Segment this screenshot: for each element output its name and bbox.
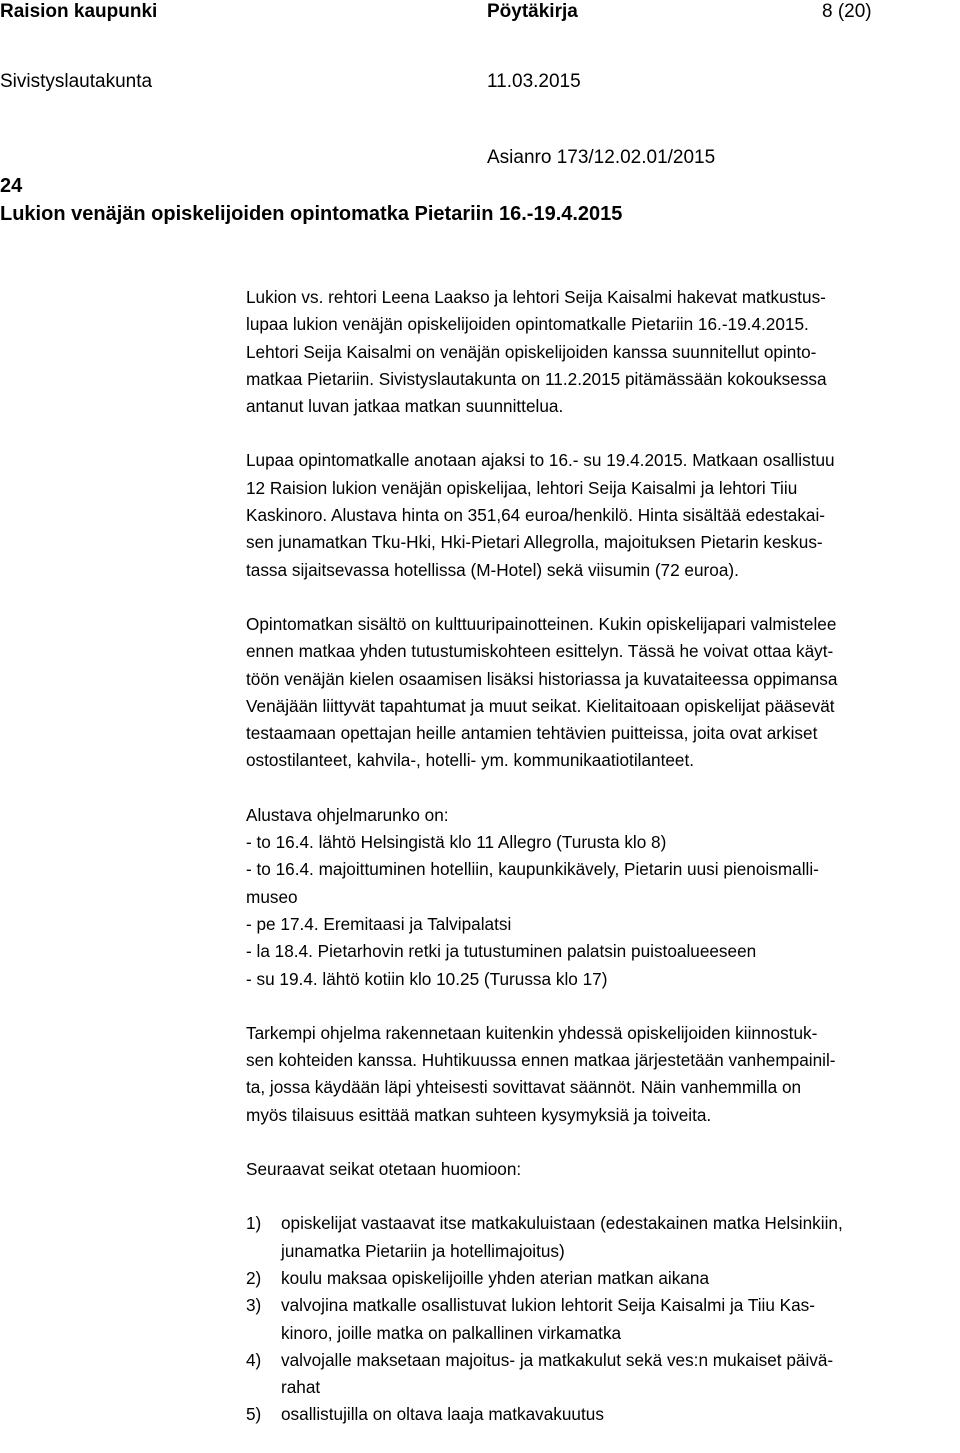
text-line: myös tilaisuus esittää matkan suhteen kysymyksiä ja toiveita. — [246, 1104, 712, 1125]
organization-name: Raision kaupunki — [0, 1, 158, 22]
text-line: - su 19.4. lähtö kotiin klo 10.25 (Turussa klo 17) — [246, 968, 608, 989]
document-type: Pöytäkirja — [487, 1, 578, 22]
list-item-number: 4) — [246, 1349, 262, 1370]
text-line: tassa sijaitsevassa hotellissa (M-Hotel) sekä viisumin (72 euroa). — [246, 559, 739, 580]
conditions-list — [246, 1210, 956, 1428]
text-line: Lukion vs. rehtori Leena Laakso ja lehtori Seija Kaisalmi hakevat matkustus- — [246, 287, 826, 307]
paragraph-application — [246, 284, 956, 420]
text-line: Seuraavat seikat otetaan huomioon: — [246, 1159, 522, 1180]
text-line: Kaskinoro. Alustava hinta on 351,64 euroa/henkilö. Hinta sisältää edestakai- — [246, 505, 826, 526]
list-item — [246, 1292, 956, 1347]
list-item-number: 5) — [246, 1404, 262, 1425]
text-line: ostostilanteet, kahvila-, hotelli- ym. kommunikaatiotilanteet. — [246, 750, 695, 771]
text-line: Alustava ohjelmarunko on: — [246, 804, 449, 825]
committee-name: Sivistyslautakunta — [0, 71, 153, 92]
meeting-date: 11.03.2015 — [487, 71, 581, 92]
list-item-line: osallistujilla on oltava laaja matkavakuutus — [281, 1404, 604, 1425]
list-item — [246, 1210, 956, 1265]
case-number: 24 — [0, 175, 23, 197]
text-line: lupaa lukion venäjän opiskelijoiden opintomatkalle Pietariin 16.-19.4.2015. — [246, 314, 809, 335]
list-item-line: opiskelijat vastaavat itse matkakuluistaan (edestakainen matka Helsinkiin, — [281, 1213, 843, 1234]
text-line: - la 18.4. Pietarhovin retki ja tutustuminen palatsin puistoalueeseen — [246, 941, 757, 962]
list-item-line: junamatka Pietariin ja hotellimajoitus) — [281, 1240, 565, 1261]
list-item — [246, 1401, 956, 1428]
list-item-number: 3) — [246, 1295, 262, 1316]
text-line: Lehtori Seija Kaisalmi on venäjän opiskelijoiden kanssa suunnitellut opinto- — [246, 341, 817, 362]
text-line: sen junamatkan Tku-Hki, Hki-Pietari Allegrolla, majoituksen Pietarin keskus- — [246, 532, 823, 553]
text-line: Lupaa opintomatkalle anotaan ajaksi to 16.- su 19.4.2015. Matkaan osallistuu — [246, 450, 835, 471]
list-item-number: 2) — [246, 1267, 262, 1288]
text-line: ta, jossa käydään läpi yhteisesti sovittavat säännöt. Näin vanhemmilla on — [246, 1077, 802, 1098]
list-item-line: valvojalle maksetaan majoitus- ja matkakulut sekä ves:n mukaiset päivä- — [281, 1349, 834, 1370]
list-item-line: koulu maksaa opiskelijoille yhden aterian matkan aikana — [281, 1267, 710, 1288]
list-item-line: rahat — [281, 1377, 321, 1398]
text-line: matkaa Pietariin. Sivistyslautakunta on 11.2.2015 pitämässään kokouksessa — [246, 368, 827, 389]
text-line: Tarkempi ohjelma rakennetaan kuitenkin yhdessä opiskelijoiden kiinnostuk- — [246, 1022, 818, 1043]
page-number: 8 (20) — [822, 1, 872, 22]
paragraph-program — [246, 802, 956, 993]
paragraph-planning — [246, 1020, 956, 1129]
paragraph-considerations — [246, 1156, 956, 1183]
list-item — [246, 1347, 956, 1402]
text-line: - pe 17.4. Eremitaasi ja Talvipalatsi — [246, 913, 512, 934]
text-line: 12 Raision lukion venäjän opiskelijaa, lehtori Seija Kaisalmi ja lehtori Tiiu — [246, 477, 798, 498]
case-reference: Asianro 173/12.02.01/2015 — [487, 147, 716, 168]
text-line: - to 16.4. majoittuminen hotelliin, kaupunkikävely, Pietarin uusi pienoismalli- — [246, 859, 819, 880]
list-item-line: kinoro, joille matka on palkallinen virkamatka — [281, 1322, 622, 1343]
paragraph-content — [246, 611, 956, 775]
text-line: ennen matkaa yhden tutustumiskohteen esittelyn. Tässä he voivat ottaa käyt- — [246, 641, 834, 662]
paragraph-details — [246, 447, 956, 583]
case-title: Lukion venäjän opiskelijoiden opintomatka Pietariin 16.-19.4.2015 — [0, 203, 623, 225]
text-line: sen kohteiden kanssa. Huhtikuussa ennen matkaa järjestetään vanhempainil- — [246, 1050, 836, 1071]
text-line: Venäjään liittyvät tapahtumat ja muut seikat. Kielitaitoaan opiskelijat pääsevät — [246, 695, 835, 716]
text-line: - to 16.4. lähtö Helsingistä klo 11 Allegro (Turusta klo 8) — [246, 832, 667, 853]
text-line: testaamaan opettajan heille antamien tehtävien puitteissa, joita ovat arkiset — [246, 723, 818, 744]
text-line: antanut luvan jatkaa matkan suunnittelua. — [246, 396, 564, 417]
text-line: museo — [246, 886, 298, 907]
text-line: Opintomatkan sisältö on kulttuuripainotteinen. Kukin opiskelijapari valmistelee — [246, 613, 837, 634]
document-body — [246, 284, 956, 1429]
list-item — [246, 1265, 956, 1292]
text-line: töön venäjän kielen osaamisen lisäksi historiassa ja kuvataiteessa oppimansa — [246, 668, 838, 689]
list-item-number: 1) — [246, 1213, 262, 1234]
list-item-line: valvojina matkalle osallistuvat lukion lehtorit Seija Kaisalmi ja Tiiu Kas- — [281, 1295, 816, 1316]
